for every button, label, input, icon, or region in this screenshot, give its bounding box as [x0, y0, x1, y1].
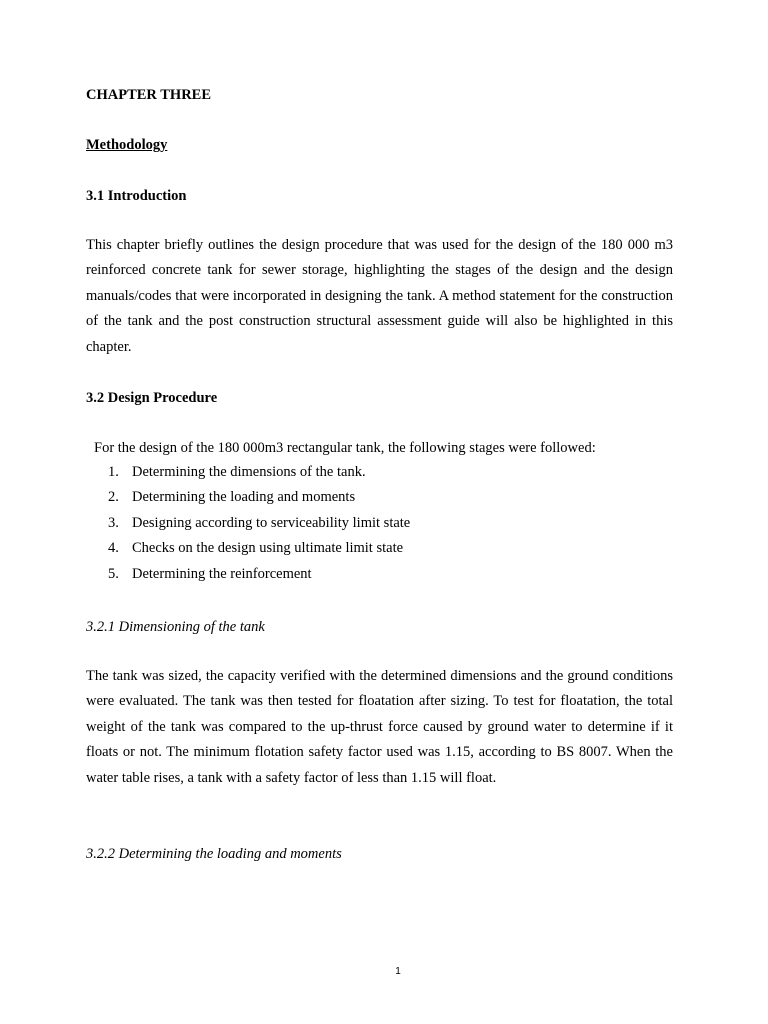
- list-item-number: 2.: [108, 489, 119, 506]
- list-item: [108, 536, 410, 561]
- page-number: 1: [395, 966, 401, 977]
- list-item: [108, 460, 410, 485]
- list-item-number: 5.: [108, 565, 119, 582]
- list-item-text: Determining the loading and moments: [132, 489, 356, 506]
- list-item-number: 4.: [108, 540, 119, 557]
- list-item-number: 3.: [108, 514, 119, 531]
- list-item-text: Determining the dimensions of the tank.: [132, 464, 366, 480]
- design-stages-list: [108, 460, 410, 587]
- list-item: [108, 562, 410, 587]
- design-procedure-lead: For the design of the 180 000m3 rectangular tank, the following stages were followed:: [94, 440, 596, 456]
- list-item-number: 1.: [108, 464, 119, 480]
- chapter-heading: CHAPTER THREE: [86, 87, 212, 103]
- loading-heading: 3.2.2 Determining the loading and moments: [86, 846, 342, 862]
- list-item: [108, 485, 410, 510]
- list-item-text: Checks on the design using ultimate limit state: [132, 540, 404, 557]
- intro-heading: 3.1 Introduction: [86, 188, 187, 204]
- list-item-text: Determining the reinforcement: [132, 565, 312, 582]
- intro-paragraph: This chapter briefly outlines the design procedure that was used for the design of the 180 000 m3 reinforced concrete tank for sewer storage, highlighting the stages of the design and the design manuals/codes that were incorporated in designing the tank. A method statement for the construction of the tank and the post construction structural assessment guide will also be highlighted in this chapter.: [86, 237, 673, 355]
- design-procedure-heading: 3.2 Design Procedure: [86, 390, 218, 406]
- section-title: Methodology: [86, 137, 168, 153]
- dimensioning-heading: 3.2.1 Dimensioning of the tank: [86, 619, 265, 635]
- list-item-text: Designing according to serviceability limit state: [132, 514, 411, 531]
- list-item: [108, 511, 410, 536]
- dimensioning-paragraph: The tank was sized, the capacity verified with the determined dimensions and the ground conditions were evaluated. The tank was then tested for floatation after sizing. To test for floatation, the total weight of the tank was compared to the up-thrust force caused by ground water to determine if it floats or not. The minimum flotation safety factor used was 1.15, according to BS 8007. When the water table rises, a tank with a safety factor of less than 1.15 will float.: [86, 668, 673, 786]
